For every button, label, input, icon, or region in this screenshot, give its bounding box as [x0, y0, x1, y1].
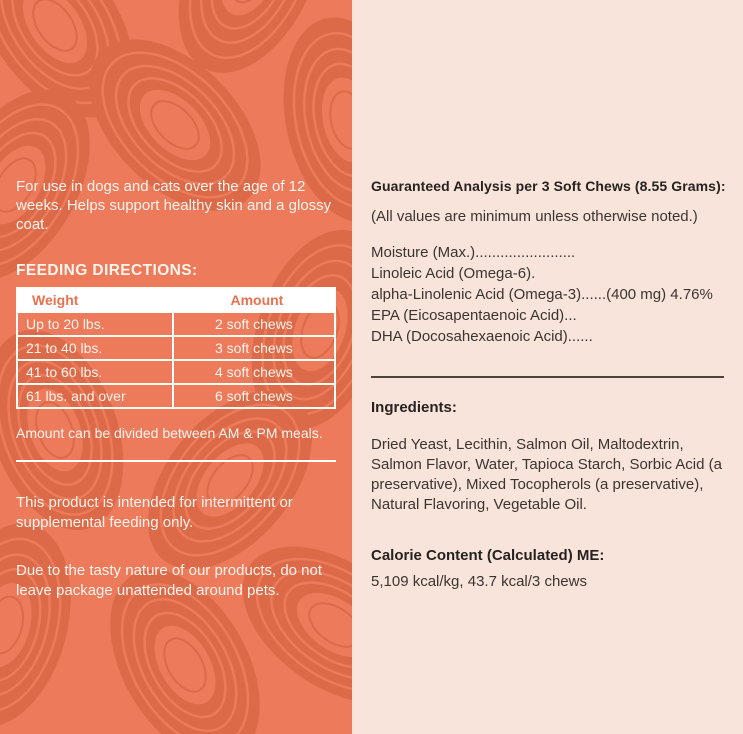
- weight-cell: Up to 20 lbs.: [17, 312, 173, 336]
- analysis-line-epa: EPA (Eicosapentaenoic Acid)...: [371, 307, 577, 324]
- amount-cell: 4 soft chews: [173, 360, 335, 384]
- left-panel-content: [0, 0, 352, 601]
- table-header-row: [17, 288, 335, 312]
- caution-note: Due to the tasty nature of our products, do not leave package unattended around pets.: [16, 562, 323, 599]
- feeding-directions-title: FEEDING DIRECTIONS:: [16, 262, 198, 279]
- left-panel: [0, 0, 352, 734]
- weight-header: Weight: [17, 288, 173, 312]
- intermittent-note: This product is intended for intermittent or supplemental feeding only.: [16, 494, 293, 531]
- right-panel: [352, 0, 743, 734]
- weight-cell: 41 to 60 lbs.: [17, 360, 173, 384]
- analysis-line-alpha-linolenic: alpha-Linolenic Acid (Omega-3)......(400 mg) 4.76%: [371, 286, 713, 303]
- amount-header: Amount: [173, 288, 335, 312]
- guaranteed-analysis-title: Guaranteed Analysis per 3 Soft Chews (8.55 Grams):: [371, 178, 726, 194]
- analysis-line-linoleic: Linoleic Acid (Omega-6).: [371, 265, 536, 282]
- values-note: (All values are minimum unless otherwise noted.): [371, 208, 698, 225]
- weight-cell: 61 lbs. and over: [17, 384, 173, 408]
- amount-cell: 3 soft chews: [173, 336, 335, 360]
- feeding-table: [16, 287, 336, 409]
- left-divider: [16, 460, 336, 462]
- table-row: [17, 360, 335, 384]
- weight-cell: 21 to 40 lbs.: [17, 336, 173, 360]
- amount-cell: 2 soft chews: [173, 312, 335, 336]
- calorie-title: Calorie Content (Calculated) ME:: [371, 547, 605, 564]
- ingredients-title: Ingredients:: [371, 399, 457, 416]
- divided-note: Amount can be divided between AM & PM meals.: [16, 425, 323, 441]
- table-row: [17, 336, 335, 360]
- table-row: [17, 312, 335, 336]
- analysis-line-dha: DHA (Docosahexaenoic Acid)......: [371, 328, 593, 345]
- right-divider: [371, 376, 724, 378]
- amount-cell: 6 soft chews: [173, 384, 335, 408]
- ingredients-text: Dried Yeast, Lecithin, Salmon Oil, Maltodextrin, Salmon Flavor, Water, Tapioca Starch, Sorbic Acid (a preservative), Mixed Tocopherols (a preservative), Natural Flavoring, Vegetable Oil.: [371, 436, 722, 513]
- analysis-line-moisture: Moisture (Max.)........................: [371, 244, 576, 261]
- intro-text: For use in dogs and cats over the age of 12 weeks. Helps support healthy skin and a glossy coat.: [16, 178, 332, 233]
- calorie-text: 5,109 kcal/kg, 43.7 kcal/3 chews: [371, 573, 587, 590]
- table-row: [17, 384, 335, 408]
- analysis-list: [371, 242, 733, 347]
